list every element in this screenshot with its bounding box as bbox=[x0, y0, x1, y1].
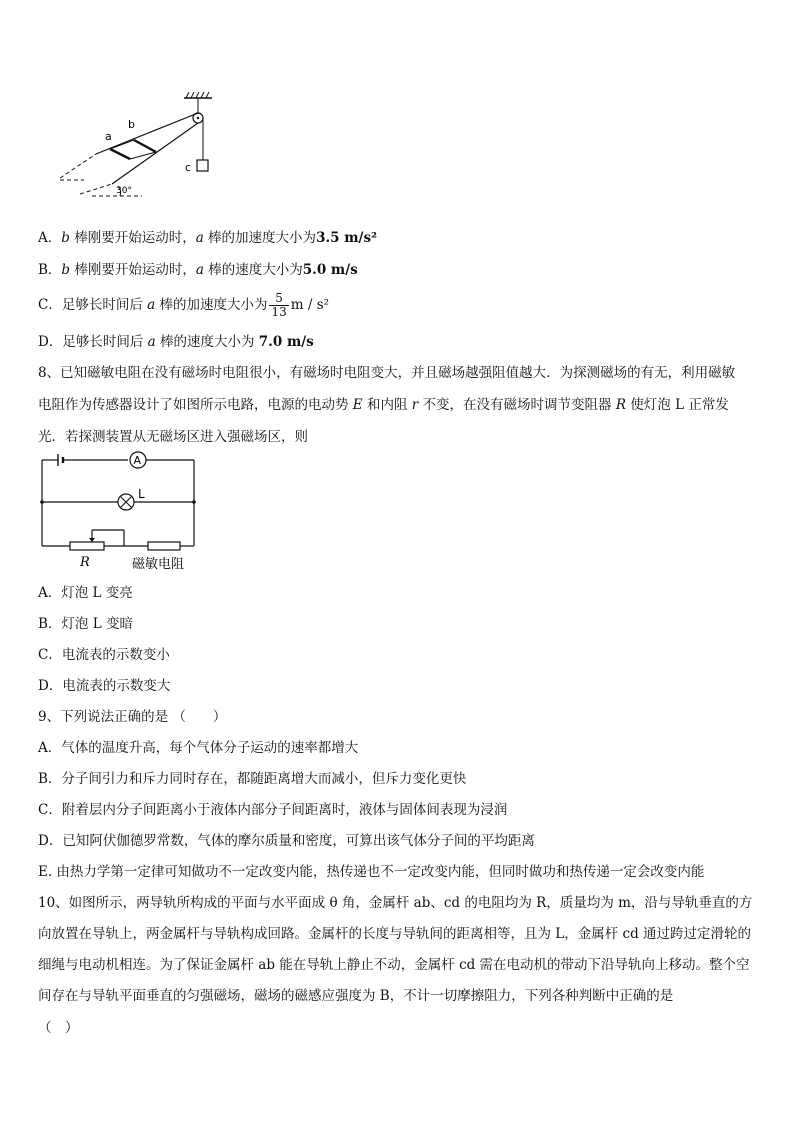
q8-stem-line3: 光．若探测装置从无磁场区进入强磁场区，则 bbox=[38, 429, 308, 445]
q9-option-d: D．已知阿伏伽德罗常数，气体的摩尔质量和密度，可算出该气体分子间的平均距离 bbox=[38, 833, 535, 849]
label-a: a bbox=[105, 130, 112, 143]
q9-option-e: E. 由热力学第一定律可知做功不一定改变内能，热传递也不一定改变内能，但同时做功和热传递一定会改变内能 bbox=[38, 864, 705, 880]
q8-option-a: A．灯泡 L 变亮 bbox=[38, 585, 133, 601]
rheostat-icon bbox=[70, 542, 104, 550]
incline-rails-figure bbox=[52, 92, 222, 202]
rod-b bbox=[134, 140, 156, 152]
ceiling-hatch bbox=[186, 92, 209, 98]
q8-option-d: D．电流表的示数变大 bbox=[38, 678, 171, 694]
rail-lower bbox=[112, 123, 198, 184]
q8-stem-line2: 电阻作为传感器设计了如图所示电路，电源的电动势 E 和内阻 r 不变，在没有磁场时调节变阻器 R 使灯泡 L 正常发 bbox=[38, 397, 729, 413]
q7-option-b: B．b 棒刚要开始运动时，a 棒的速度大小为5.0 m/s bbox=[38, 262, 358, 278]
q7-option-a: A．b 棒刚要开始运动时，a 棒的加速度大小为3.5 m/s² bbox=[38, 230, 377, 246]
q7-option-c: C．足够长时间后 a 棒的加速度大小为 $\frac{5}{13}$ m / s² bbox=[38, 291, 330, 319]
circuit-figure bbox=[36, 450, 206, 574]
q8-stem-line1: 8、已知磁敏电阻在没有磁场时电阻很小，有磁场时电阻变大，并且磁场越强阻值越大．为探测磁场的有无，利用磁敏 bbox=[38, 365, 736, 381]
q8-option-b: B．灯泡 L 变暗 bbox=[38, 616, 133, 632]
q8-option-c: C．电流表的示数变小 bbox=[38, 647, 170, 663]
lamp-label: L bbox=[138, 487, 145, 501]
magnetoresistor-label: 磁敏电阻 bbox=[132, 557, 185, 572]
q7-option-d: D．足够长时间后 a 棒的速度大小为 7.0 m/s bbox=[38, 334, 314, 350]
q9-option-a: A．气体的温度升高，每个气体分子运动的速率都增大 bbox=[38, 740, 359, 756]
q9-option-c: C．附着层内分子间距离小于液体内部分子间距离时，液体与固体间表现为浸润 bbox=[38, 802, 508, 818]
q10-answer-blank: （ ） bbox=[38, 1020, 79, 1036]
label-b: b bbox=[128, 118, 135, 131]
rod-a bbox=[110, 149, 130, 159]
fraction: $\frac{5}{13}$ bbox=[271, 291, 287, 319]
ammeter-label: A bbox=[133, 454, 142, 467]
rheostat-label: R bbox=[80, 555, 90, 570]
q9-stem: 9、下列说法正确的是 （ ） bbox=[38, 709, 227, 725]
block-c bbox=[197, 160, 208, 171]
magnetoresistor-icon bbox=[148, 542, 180, 550]
q10-stem: 10、如图所示，两导轨所构成的平面与水平面成 θ 角，金属杆 ab、cd 的电阻均为 R，质量均为 m，沿与导轨垂直的方向放置在导轨上，两金属杆与导轨构成回路。金属杆的长度与导轨间的距离相等，且为 L，金属杆 cd 通过跨过定滑轮的细绳与电动机相连。为了保证金属杆 ab 能在导轨上静止不动，金属杆 cd 需在电动机的带动下沿导轨向上移动。整个空间存在与导轨平面垂直的匀强磁场，磁场的磁感应强度为 B，不计一切摩擦阻力，下列各种判断中正确的是 bbox=[38, 895, 753, 1004]
label-c: c bbox=[185, 161, 192, 174]
label-angle: 30° bbox=[116, 186, 132, 196]
q9-option-b: B．分子间引力和斥力同时存在，都随距离增大而减小，但斥力变化更快 bbox=[38, 771, 467, 787]
